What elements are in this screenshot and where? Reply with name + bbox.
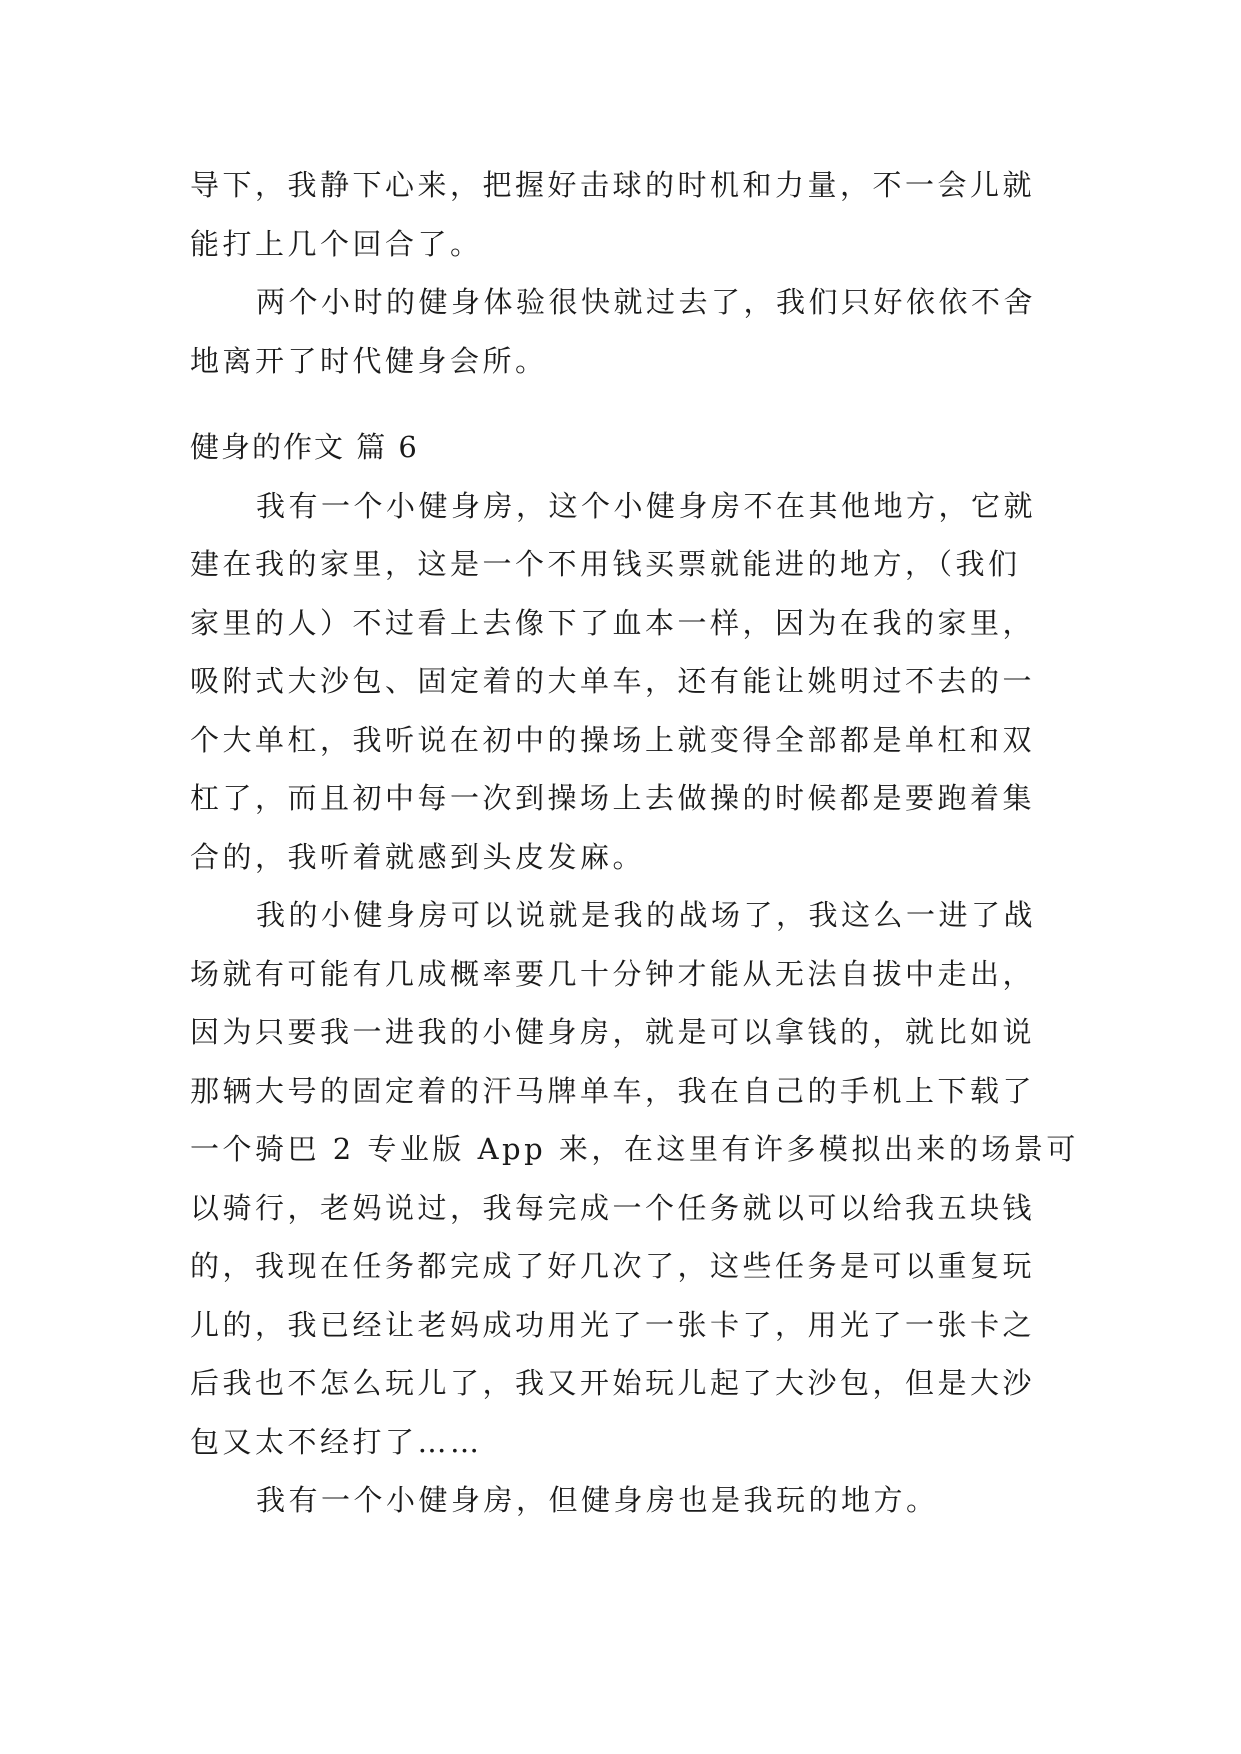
text-line: 我有一个小健身房，但健身房也是我玩的地方。 (256, 1483, 939, 1517)
text-line: 包又太不经打了…… (190, 1424, 483, 1459)
text-line: 两个小时的健身体验很快就过去了，我们只好依依不舍 (256, 285, 1037, 319)
paragraph (190, 273, 1050, 390)
text-line: 合的，我听着就感到头皮发麻。 (190, 839, 646, 874)
paragraph (190, 477, 1050, 887)
text-line: 那辆大号的固定着的汗马牌单车，我在自己的手机上下载了 (190, 1073, 1036, 1108)
section-title: 健身的作文 篇 6 (190, 430, 419, 464)
text-line: 一个骑巴 2 专业版 App 来，在这里有许多模拟出来的场景可 (190, 1132, 1079, 1166)
paragraph (190, 156, 1050, 273)
text-line: 能打上几个回合了。 (190, 226, 483, 261)
paragraph (190, 1471, 1050, 1530)
document-page (190, 156, 1079, 1530)
text-line: 建在我的家里，这是一个不用钱买票就能进的地方，（我们 (190, 547, 1021, 581)
text-line: 我有一个小健身房，这个小健身房不在其他地方，它就 (256, 488, 1037, 523)
text-line: 地离开了时代健身会所。 (190, 343, 548, 378)
text-line: 杠了，而且初中每一次到操场上去做操的时候都是要跑着集 (190, 781, 1036, 815)
text-line: 的，我现在任务都完成了好几次了，这些任务是可以重复玩 (190, 1249, 1036, 1283)
paragraph (190, 886, 1079, 1471)
text-line: 吸附式大沙包、固定着的大单车，还有能让姚明过不去的一 (190, 664, 1036, 698)
text-line: 导下，我静下心来，把握好击球的时机和力量，不一会儿就 (190, 168, 1036, 202)
text-line: 以骑行，老妈说过，我每完成一个任务就以可以给我五块钱 (190, 1190, 1036, 1225)
text-line: 个大单杠，我听说在初中的操场上就变得全部都是单杠和双 (190, 722, 1036, 757)
text-line: 儿的，我已经让老妈成功用光了一张卡了，用光了一张卡之 (190, 1307, 1036, 1342)
text-line: 场就有可能有几成概率要几十分钟才能从无法自拔中走出， (190, 956, 1036, 991)
section-spacer (190, 390, 1050, 418)
text-line: 我的小健身房可以说就是我的战场了，我这么一进了战 (256, 898, 1037, 932)
text-line: 后我也不怎么玩儿了，我又开始玩儿起了大沙包，但是大沙 (190, 1366, 1036, 1400)
text-line: 因为只要我一进我的小健身房，就是可以拿钱的，就比如说 (190, 1015, 1036, 1049)
text-line: 家里的人）不过看上去像下了血本一样，因为在我的家里， (190, 605, 1036, 640)
